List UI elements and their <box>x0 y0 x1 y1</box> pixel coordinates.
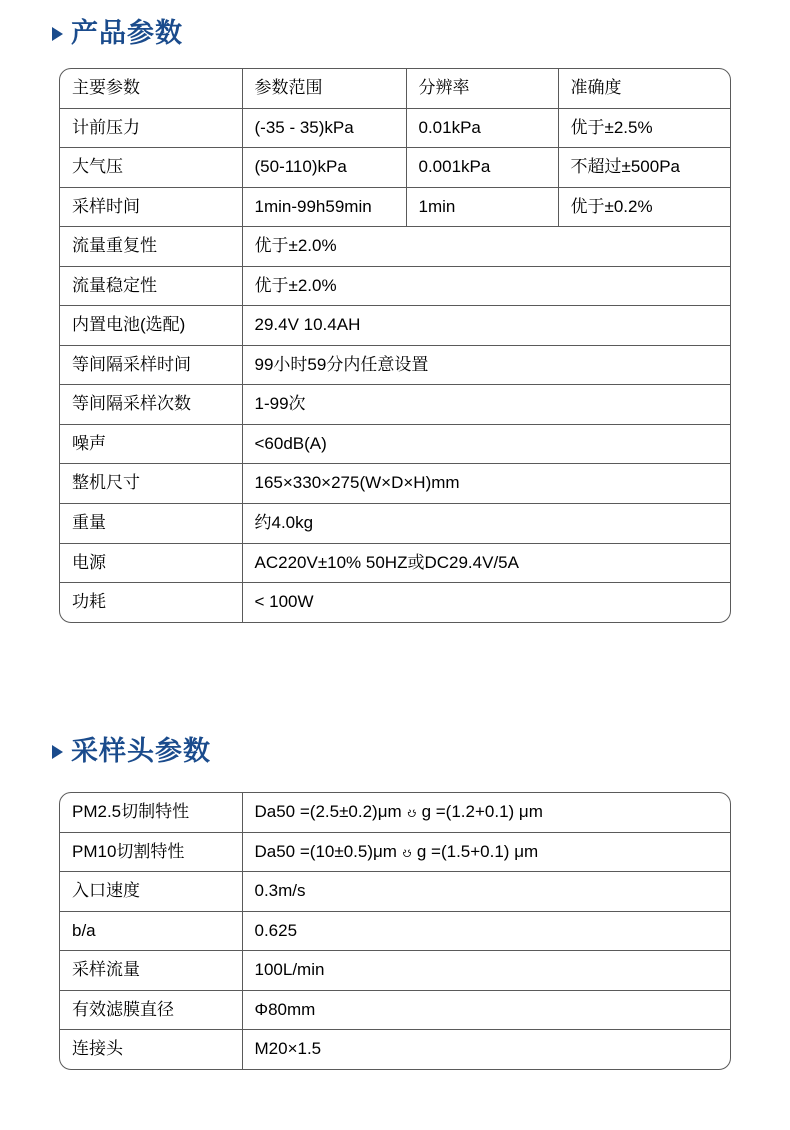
row-value-range: (-35 - 35)kPa <box>242 108 406 148</box>
row-value-resolution: 0.01kPa <box>406 108 558 148</box>
section-title-sampler: 采样头参数 <box>71 736 211 766</box>
table-row <box>60 832 730 872</box>
sampler-parameters-table-container <box>59 792 731 1070</box>
section-title-product: 产品参数 <box>71 18 183 48</box>
row-value: 0.3m/s <box>242 872 730 912</box>
row-label: PM2.5切制特性 <box>60 793 242 832</box>
product-parameters-table <box>60 69 730 622</box>
table-row <box>60 872 730 912</box>
row-value: 优于±2.0% <box>242 266 730 306</box>
row-value: 165×330×275(W×D×H)mm <box>242 464 730 504</box>
row-label: 等间隔采样次数 <box>60 385 242 425</box>
row-value-accuracy: 优于±2.5% <box>558 108 730 148</box>
row-label: PM10切割特性 <box>60 832 242 872</box>
row-value-range: (50-110)kPa <box>242 148 406 188</box>
row-value-accuracy: 优于±0.2% <box>558 187 730 227</box>
row-label: 连接头 <box>60 1030 242 1069</box>
product-parameters-table-container <box>59 68 731 623</box>
row-value: Da50 =(10±0.5)μm ၓ g =(1.5+0.1) μm <box>242 832 730 872</box>
sampler-parameters-table <box>60 793 730 1069</box>
column-header: 参数范围 <box>242 69 406 108</box>
row-label: 计前压力 <box>60 108 242 148</box>
column-header: 分辨率 <box>406 69 558 108</box>
table-row <box>60 464 730 504</box>
row-value: 0.625 <box>242 911 730 951</box>
row-label: b/a <box>60 911 242 951</box>
table-row <box>60 504 730 544</box>
table-row <box>60 266 730 306</box>
table-row <box>60 424 730 464</box>
row-value-range: 1min-99h59min <box>242 187 406 227</box>
row-label: 内置电池(选配) <box>60 306 242 346</box>
table-row <box>60 1030 730 1069</box>
row-value-accuracy: 不超过±500Pa <box>558 148 730 188</box>
table-row <box>60 148 730 188</box>
row-label: 流量重复性 <box>60 227 242 267</box>
table-row <box>60 990 730 1030</box>
row-label: 噪声 <box>60 424 242 464</box>
section-heading-product <box>52 20 183 47</box>
table-row <box>60 543 730 583</box>
row-label: 等间隔采样时间 <box>60 345 242 385</box>
row-value: 99小时59分内任意设置 <box>242 345 730 385</box>
table-row <box>60 583 730 622</box>
triangle-bullet-icon <box>52 745 63 759</box>
table-row <box>60 793 730 832</box>
row-value: AC220V±10% 50HZ或DC29.4V/5A <box>242 543 730 583</box>
row-value: 100L/min <box>242 951 730 991</box>
row-label: 电源 <box>60 543 242 583</box>
row-value: 优于±2.0% <box>242 227 730 267</box>
table-row <box>60 385 730 425</box>
table-row <box>60 951 730 991</box>
row-value: <60dB(A) <box>242 424 730 464</box>
triangle-bullet-icon <box>52 27 63 41</box>
row-value: 29.4V 10.4AH <box>242 306 730 346</box>
table-row <box>60 108 730 148</box>
table-row <box>60 306 730 346</box>
table-row <box>60 911 730 951</box>
row-value-resolution: 1min <box>406 187 558 227</box>
row-value: 1-99次 <box>242 385 730 425</box>
row-label: 整机尺寸 <box>60 464 242 504</box>
row-label: 大气压 <box>60 148 242 188</box>
table-row <box>60 345 730 385</box>
table-row <box>60 227 730 267</box>
row-label: 功耗 <box>60 583 242 622</box>
column-header: 准确度 <box>558 69 730 108</box>
row-value: 约4.0kg <box>242 504 730 544</box>
table-header-row <box>60 69 730 108</box>
row-value-resolution: 0.001kPa <box>406 148 558 188</box>
row-value: Φ80mm <box>242 990 730 1030</box>
row-label: 有效滤膜直径 <box>60 990 242 1030</box>
row-label: 采样时间 <box>60 187 242 227</box>
table-row <box>60 187 730 227</box>
row-label: 重量 <box>60 504 242 544</box>
row-label: 采样流量 <box>60 951 242 991</box>
column-header: 主要参数 <box>60 69 242 108</box>
section-heading-sampler <box>52 738 211 765</box>
row-value: Da50 =(2.5±0.2)μm ၓ g =(1.2+0.1) μm <box>242 793 730 832</box>
row-value: M20×1.5 <box>254 1039 322 1059</box>
row-label: 入口速度 <box>60 872 242 912</box>
row-value: < 100W <box>254 592 314 612</box>
row-label: 流量稳定性 <box>60 266 242 306</box>
